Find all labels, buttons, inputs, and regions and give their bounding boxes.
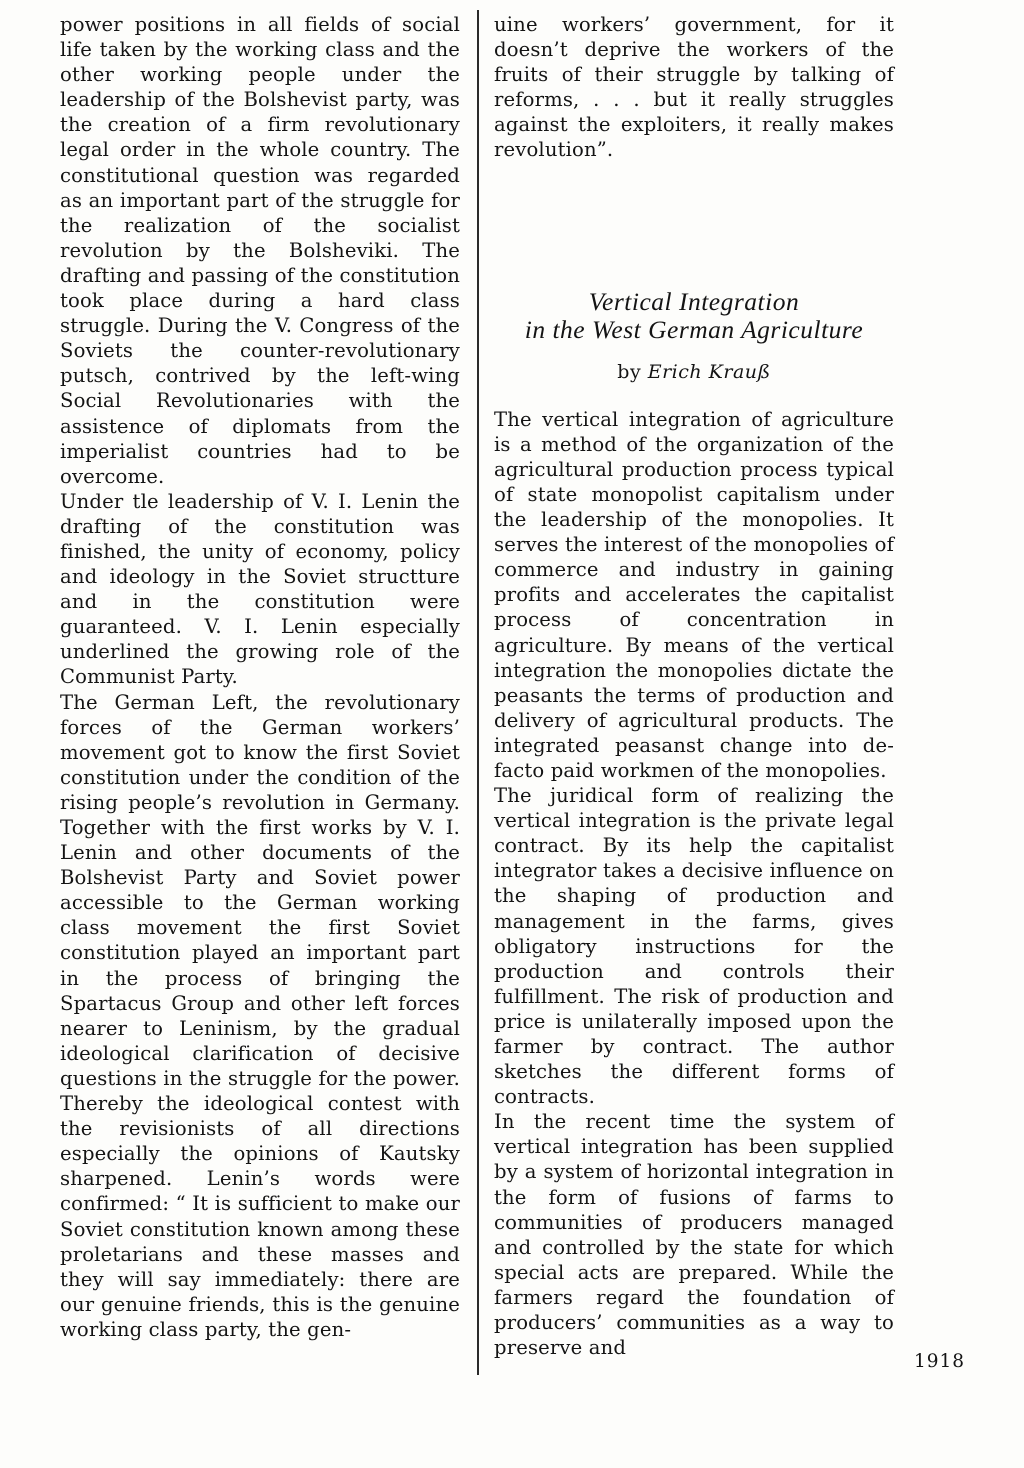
left-column — [60, 12, 460, 1342]
article-title — [494, 288, 894, 344]
article-title-line-1: Vertical Integration — [588, 286, 800, 316]
byline — [494, 360, 894, 385]
article-heading — [494, 288, 894, 385]
left-paragraph-3: The German Left, the revolutionary forces of the German workers’ movement got to know the first Soviet constitution under the condition of the rising people’s revolution in Germany. Together with the first works by V. I. Lenin and other documents of the Bolshevist Party and Soviet power accessible to the German working class movement the first Soviet constitution played an important part in the process of bringing the Spartacus Group and other left forces nearer to Leninism, by the gradual ideological clarification of decisive questions in the struggle for the power. Thereby the ideological contest with the revisionists of all directions especially the opinions of Kautsky sharpened. Lenin’s words were confirmed: “ It is sufficient to make our Soviet constitution known among these proletarians and these masses and they will say immediately: there are our genuine friends, this is the genuine working class party, the gen- — [60, 690, 460, 1341]
abstract-paragraph-1: The vertical integration of agriculture is a method of the organization of the agricultural production process typical of state monopolist capitalism under the leadership of the monopolies. It serves the interest of the monopolies of commerce and industry in gaining profits and accelerates the capitalist process of concentration in agriculture. By means of the vertical integration the monopolies dictate the peasants the terms of production and delivery of agricultural products. The integrated peasanst change into de-facto paid workmen of the monopolies. — [494, 407, 894, 782]
column-divider — [477, 10, 479, 1375]
byline-prefix: by — [617, 360, 642, 383]
page-number: 1918 — [914, 1351, 966, 1372]
left-paragraph-2: Under tle leadership of V. I. Lenin the drafting of the constitution was finished, the unity of economy, policy and ideology in the Soviet structture and in the constitution were guaranteed. V. I. Lenin especially underlined the growing role of the Communist Party. — [60, 489, 460, 689]
article-title-line-2: in the West German Agriculture — [524, 314, 864, 344]
abstract-paragraph-2: The juridical form of realizing the vertical integration is the private legal contract. By its help the capitalist integrator takes a decisive influence on the shaping of production and management in the farms, gives obligatory instructions for the production and controls their fulfillment. The risk of production and price is unilaterally imposed upon the farmer by contract. The author sketches the different forms of contracts. — [494, 784, 894, 1109]
author-name: Erich Krauß — [647, 360, 771, 383]
continuation-paragraph: uine workers’ government, for it doesn’t deprive the workers of the fruits of their struggle by talking of reforms, . . . but it really struggles against the exploiters, it really makes revolution”. — [494, 13, 894, 162]
right-column — [494, 12, 894, 1360]
left-paragraph-1: power positions in all fields of social life taken by the working class and the other working people under the leadership of the Bolshevist party, was the creation of a firm revolutionary legal order in the whole country. The constitutional question was regarded as an important part of the struggle for the realization of the socialist revolution by the Bolsheviki. The drafting and passing of the constitution took place during a hard class struggle. During the V. Congress of the Soviets the counter-revolutionary putsch, contrived by the left-wing Social Revolutionaries with the assistence of diplomats from the imperialist countries had to be overcome. — [60, 13, 460, 488]
article-abstract — [494, 407, 894, 1361]
abstract-paragraph-3: In the recent time the system of vertical integration has been supplied by a system of horizontal integration in the form of fusions of farms to communities of producers managed and controlled by the state for which special acts are prepared. While the farmers regard the foundation of producers’ communities as a way to preserve and — [494, 1110, 894, 1360]
